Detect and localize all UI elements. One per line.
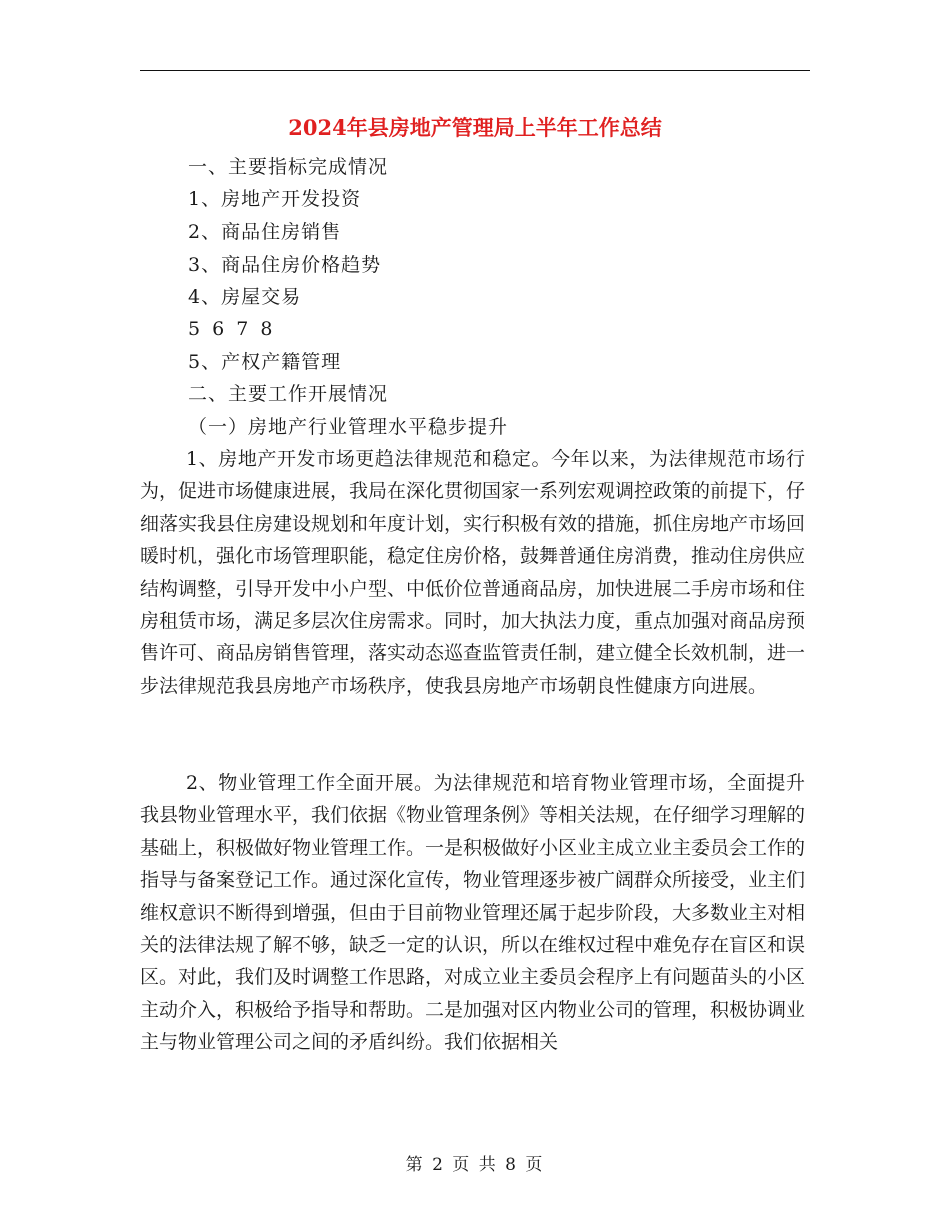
outline-item: 一、主要指标完成情况: [188, 156, 389, 178]
header-rule: [140, 70, 810, 71]
body-paragraph: 1、房地产开发市场更趋法律规范和稳定。今年以来，为法律规范市场行为，促进市场健康进展，我局在深化贯彻国家一系列宏观调控政策的前提下，仔细落实我县住房建设规划和年度计划，实行积极有效的措施，抓住房地产市场回暖时机，强化市场管理职能，稳定住房价格，鼓舞普通住房消费，推动住房供应结构调整，引导开发中小户型、中低价位普通商品房，加快进展二手房市场和住房租赁市场，满足多层次住房需求。同时，加大执法力度，重点加强对商品房预售许可、商品房销售管理，落实动态巡查监管责任制，建立健全长效机制，进一步法律规范我县房地产市场秩序，使我县房地产市场朝良性健康方向进展。: [140, 448, 806, 697]
outline-item: 5、产权产籍管理: [188, 351, 342, 373]
body-paragraph: 2、物业管理工作全面开展。为法律规范和培育物业管理市场，全面提升我县物业管理水平，我们依据《物业管理条例》等相关法规，在仔细学习理解的基础上，积极做好物业管理工作。一是积极做好小区业主成立业主委员会工作的指导与备案登记工作。通过深化宣传，物业管理逐步被广阔群众所接受，业主们维权意识不断得到增强，但由于目前物业管理还属于起步阶段，大多数业主对相关的法律法规了解不够，缺乏一定的认识，所以在维权过程中难免存在盲区和误区。对此，我们及时调整工作思路，对成立业主委员会程序上有问题苗头的小区主动介入，积极给予指导和帮助。二是加强对区内物业公司的管理，积极协调业主与物业管理公司之间的矛盾纠纷。我们依据相关: [140, 772, 806, 1054]
outline-item: 二、主要工作开展情况: [188, 383, 389, 405]
outline-item: 3、商品住房价格趋势: [188, 254, 382, 276]
outline-item: 5 6 7 8: [188, 318, 276, 340]
page-number: 第 2 页 共 8 页: [405, 1155, 545, 1175]
outline-item: 2、商品住房销售: [188, 221, 342, 243]
outline-item: 1、房地产开发投资: [188, 188, 362, 210]
outline-item: （一）房地产行业管理水平稳步提升: [188, 416, 509, 438]
document-title: 2024年县房地产管理局上半年工作总结: [288, 115, 662, 140]
outline-item: 4、房屋交易: [188, 286, 302, 308]
